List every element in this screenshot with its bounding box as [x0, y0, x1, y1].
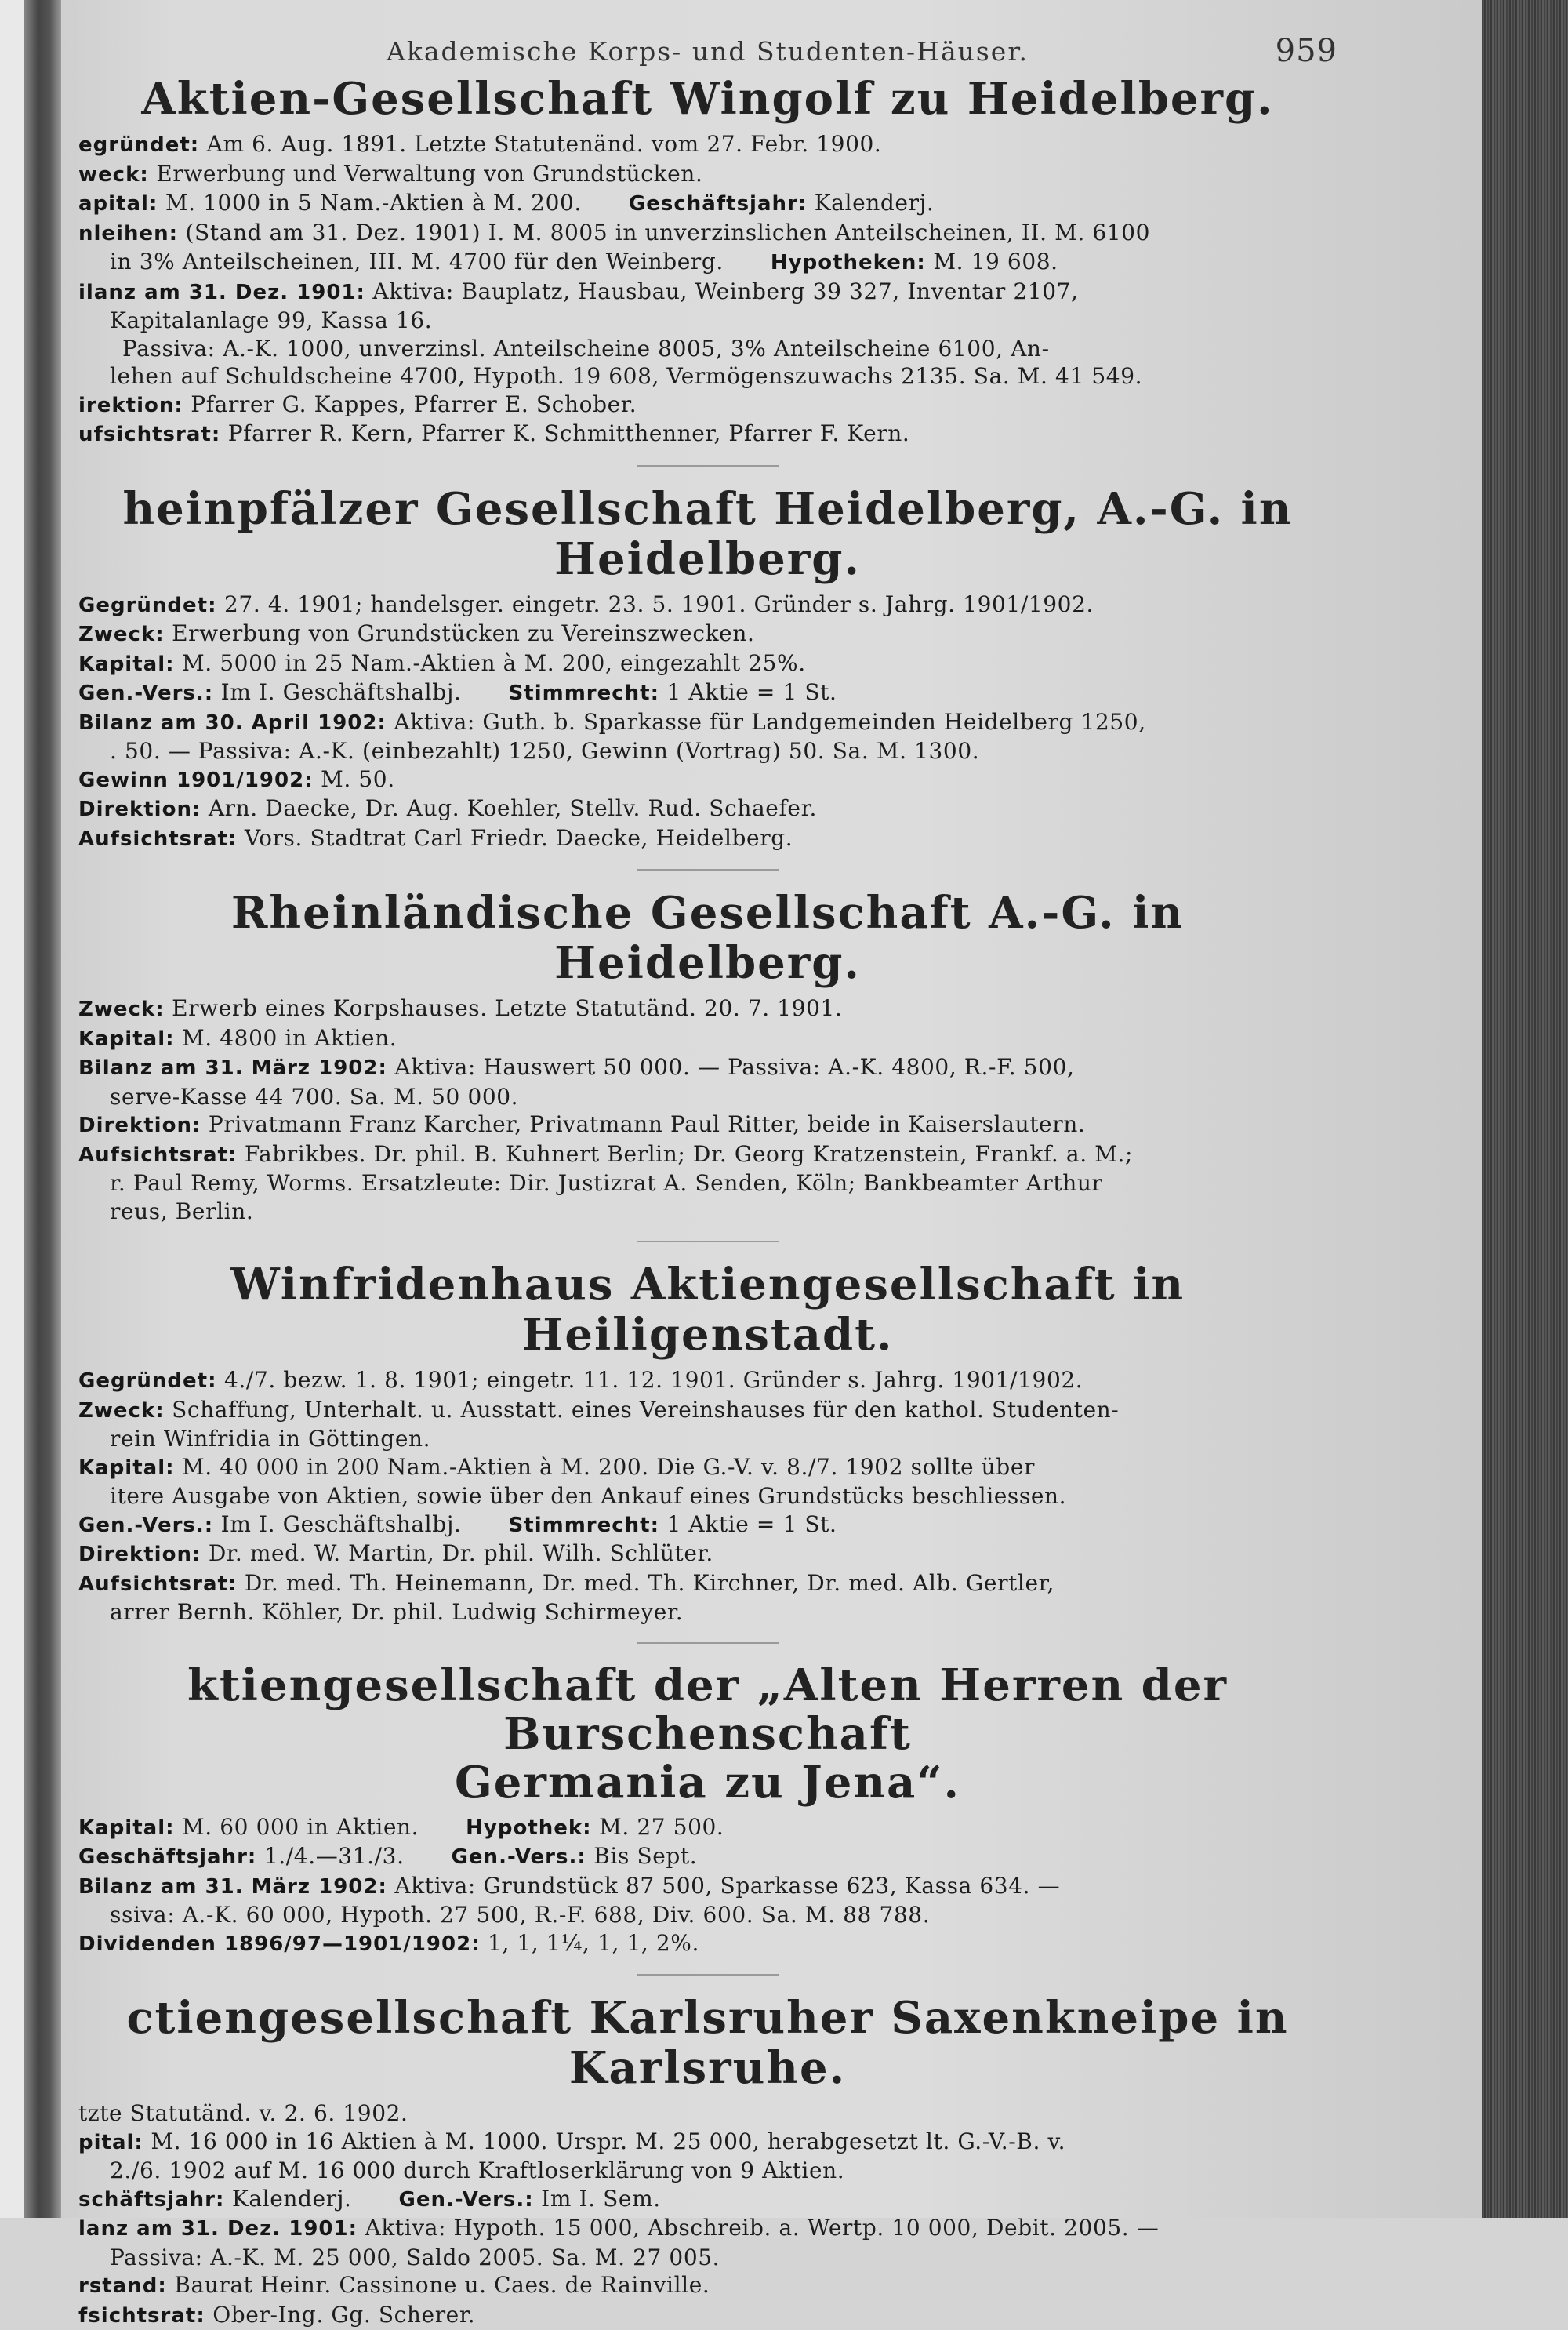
entry-title: Winfridenhaus Aktiengesellschaft in Heiligenstadt.: [78, 1260, 1337, 1360]
field-key: Direktion:: [78, 1114, 201, 1137]
field-key: Gen.-Vers.:: [452, 1845, 586, 1869]
field-key: Zweck:: [78, 1399, 165, 1423]
field-key: Geschäftsjahr:: [629, 192, 807, 216]
field-value: Dr. med. W. Martin, Dr. phil. Wilh. Schlüter.: [201, 1540, 713, 1566]
field-key: ufsichtsrat:: [78, 423, 220, 446]
field-value: M. 50.: [314, 766, 395, 792]
field-value: Passiva: A.-K. 1000, unverzinsl. Anteilscheine 8005, 3% Anteilscheine 6100, An-: [122, 336, 1050, 362]
entry-line: [78, 1453, 1337, 1483]
field-value: Aktiva: Guth. b. Sparkasse für Landgemeinden Heidelberg 1250,: [387, 709, 1146, 735]
entry-line: [78, 391, 1337, 420]
entry-line: [78, 1053, 1337, 1083]
field-key: pital:: [78, 2131, 143, 2154]
field-value: Erwerbung von Grundstücken zu Vereinszwecken.: [165, 620, 755, 646]
field-key: Aufsichtsrat:: [78, 827, 237, 851]
field-key: Zweck:: [78, 998, 165, 1021]
entry-line: [78, 591, 1337, 620]
field-value: Kalenderj.: [224, 2186, 351, 2212]
book-spine-shadow: [24, 0, 61, 2218]
field-key: Bilanz am 31. März 1902:: [78, 1056, 387, 1080]
field-value: Aktiva: Hauswert 50 000. — Passiva: A.-K. 4800, R.-F. 500,: [387, 1054, 1075, 1080]
field-value: M. 40 000 in 200 Nam.-Aktien à M. 200. Die G.-V. v. 8./7. 1902 sollte über: [175, 1454, 1035, 1480]
entry-line: [78, 420, 1337, 449]
field-value: Aktiva: Hypoth. 15 000, Abschreib. a. Wertp. 10 000, Debit. 2005. —: [358, 2215, 1159, 2241]
field-key: Direktion:: [78, 1543, 201, 1566]
company-entries: [78, 74, 1337, 2330]
field-key: Gen.-Vers.:: [399, 2188, 534, 2212]
section-divider: [637, 1642, 779, 1644]
field-value: Kalenderj.: [807, 190, 934, 216]
entry-line: [78, 1110, 1337, 1140]
entry-line: [78, 1842, 1337, 1872]
company-entry: [78, 1661, 1337, 1959]
field-value: Erwerbung und Verwaltung von Grundstücken.: [149, 161, 703, 187]
field-key: Kapital:: [78, 652, 175, 676]
field-value: Im I. Geschäftshalbj.: [213, 1511, 461, 1537]
field-key: Kapital:: [78, 1816, 175, 1840]
field-key: weck:: [78, 163, 149, 187]
field-key: Hypotheken:: [771, 251, 926, 274]
field-value: Pfarrer G. Kappes, Pfarrer E. Schober.: [183, 391, 637, 417]
entry-line: [78, 620, 1337, 649]
field-value: M. 16 000 in 16 Aktien à M. 1000. Urspr. M. 25 000, herabgesetzt lt. G.-V.-B. v.: [143, 2128, 1065, 2154]
field-value: M. 5000 in 25 Nam.-Aktien à M. 200, eingezahlt 25%.: [175, 650, 806, 676]
entry-line: [78, 248, 1337, 278]
company-entry: [78, 74, 1337, 449]
entry-title-continued: Germania zu Jena“.: [78, 1758, 1337, 1807]
field-key: Aufsichtsrat:: [78, 1572, 237, 1596]
entry-line: [78, 278, 1337, 307]
scan-margin-left: [0, 0, 24, 2218]
field-key: Gen.-Vers.:: [78, 682, 213, 705]
field-value: Privatmann Franz Karcher, Privatmann Paul Ritter, beide in Kaiserslautern.: [201, 1111, 1085, 1137]
field-key: Bilanz am 31. März 1902:: [78, 1875, 387, 1899]
field-value: lehen auf Schuldscheine 4700, Hypoth. 19 608, Vermögenszuwachs 2135. Sa. M. 41 549.: [110, 363, 1142, 389]
entry-line: [78, 765, 1337, 795]
entry-line: [78, 335, 1337, 363]
field-key: egründet:: [78, 133, 199, 157]
field-key: Gegründet:: [78, 594, 217, 617]
field-value: M. 4800 in Aktien.: [175, 1025, 397, 1051]
entry-line: [78, 1872, 1337, 1902]
field-key: Direktion:: [78, 798, 201, 821]
entry-line: [78, 2157, 1337, 2185]
entry-line: [78, 649, 1337, 679]
entry-line: [78, 1482, 1337, 1510]
field-value: Fabrikbes. Dr. phil. B. Kuhnert Berlin; Dr. Georg Kratzenstein, Frankf. a. M.;: [237, 1141, 1133, 1167]
entry-line: [78, 362, 1337, 391]
page-content: [78, 31, 1337, 2180]
running-head: [78, 31, 1337, 74]
entry-line: [78, 2099, 1337, 2128]
entry-line: [78, 1169, 1337, 1198]
field-value: Erwerb eines Korpshauses. Letzte Statutänd. 20. 7. 1901.: [165, 995, 843, 1021]
field-key: schäftsjahr:: [78, 2188, 224, 2212]
entry-line: [78, 1539, 1337, 1569]
field-value: Aktiva: Grundstück 87 500, Sparkasse 623, Kassa 634. —: [387, 1873, 1060, 1899]
field-key: Dividenden 1896/97—1901/1902:: [78, 1932, 481, 1956]
page-number: 959: [1276, 33, 1338, 69]
section-divider: [637, 465, 779, 467]
field-value: 4./7. bezw. 1. 8. 1901; eingetr. 11. 12. 1901. Gründer s. Jahrg. 1901/1902.: [217, 1367, 1083, 1393]
field-value: in 3% Anteilscheinen, III. M. 4700 für den Weinberg.: [110, 249, 724, 274]
entry-line: [78, 1366, 1337, 1396]
entry-line: [78, 994, 1337, 1024]
field-value: M. 60 000 in Aktien.: [175, 1814, 419, 1840]
field-value: 1./4.—31./3.: [256, 1843, 404, 1869]
entry-title: heinpfälzer Gesellschaft Heidelberg, A.-G. in Heidelberg.: [78, 484, 1337, 584]
entry-line: [78, 1510, 1337, 1540]
field-value: r. Paul Remy, Worms. Ersatzleute: Dir. Justizrat A. Senden, Köln; Bankbeamter Arthur: [110, 1170, 1102, 1196]
company-entry: [78, 1993, 1337, 2330]
field-value: ssiva: A.-K. 60 000, Hypoth. 27 500, R.-F. 688, Div. 600. Sa. M. 88 788.: [110, 1902, 930, 1928]
section-divider: [637, 1241, 779, 1242]
entry-line: [78, 1198, 1337, 1226]
field-value: serve-Kasse 44 700. Sa. M. 50 000.: [110, 1084, 518, 1110]
entry-line: [78, 1813, 1337, 1843]
field-value: Dr. med. Th. Heinemann, Dr. med. Th. Kirchner, Dr. med. Alb. Gertler,: [237, 1570, 1054, 1596]
section-divider: [637, 1974, 779, 1976]
field-value: itere Ausgabe von Aktien, sowie über den Ankauf eines Grundstücks beschliessen.: [110, 1483, 1066, 1509]
entry-line: [78, 130, 1337, 160]
field-value: reus, Berlin.: [110, 1198, 253, 1224]
field-key: Aufsichtsrat:: [78, 1143, 237, 1167]
field-value: . 50. — Passiva: A.-K. (einbezahlt) 1250, Gewinn (Vortrag) 50. Sa. M. 1300.: [110, 738, 979, 764]
section-divider: [637, 869, 779, 871]
entry-line: [78, 219, 1337, 249]
field-key: Bilanz am 30. April 1902:: [78, 711, 387, 735]
field-value: Kapitalanlage 99, Kassa 16.: [110, 307, 432, 333]
field-value: Im I. Sem.: [534, 2186, 661, 2212]
entry-line: [78, 2301, 1337, 2330]
field-value: Im I. Geschäftshalbj.: [213, 679, 461, 705]
company-entry: [78, 888, 1337, 1225]
field-key: irektion:: [78, 394, 183, 417]
field-value: 1, 1, 1¼, 1, 1, 2%.: [481, 1930, 699, 1956]
entry-line: [78, 1569, 1337, 1599]
field-key: lanz am 31. Dez. 1901:: [78, 2217, 358, 2241]
field-key: Kapital:: [78, 1456, 175, 1480]
field-key: Zweck:: [78, 623, 165, 646]
field-key: Kapital:: [78, 1027, 175, 1051]
entry-line: [78, 1598, 1337, 1627]
entry-line: [78, 737, 1337, 765]
field-value: Pfarrer R. Kern, Pfarrer K. Schmitthenner, Pfarrer F. Kern.: [220, 420, 909, 446]
entry-title: ctiengesellschaft Karlsruher Saxenkneipe in Karlsruhe.: [78, 1993, 1337, 2093]
field-key: ilanz am 31. Dez. 1901:: [78, 281, 365, 304]
field-key: Stimmrecht:: [509, 682, 659, 705]
field-value: Bis Sept.: [586, 1843, 698, 1869]
entry-line: [78, 2244, 1337, 2272]
field-value: Am 6. Aug. 1891. Letzte Statutenänd. vom 27. Febr. 1900.: [199, 131, 881, 157]
field-value: Baurat Heinr. Cassinone u. Caes. de Rainville.: [167, 2272, 710, 2298]
entry-title: ktiengesellschaft der „Alten Herren der Burschenschaft: [78, 1661, 1337, 1758]
entry-line: [78, 2128, 1337, 2157]
entry-line: [78, 1425, 1337, 1453]
field-value: 1 Aktie = 1 St.: [659, 679, 837, 705]
entry-title: Rheinländische Gesellschaft A.-G. in Heidelberg.: [78, 888, 1337, 988]
entry-line: [78, 1140, 1337, 1170]
entry-title: Aktien-Gesellschaft Wingolf zu Heidelberg.: [78, 74, 1337, 124]
field-value: M. 27 500.: [592, 1814, 724, 1840]
entry-line: [78, 1929, 1337, 1959]
entry-line: [78, 794, 1337, 824]
entry-line: [78, 2214, 1337, 2244]
field-value: 1 Aktie = 1 St.: [659, 1511, 837, 1537]
field-value: (Stand am 31. Dez. 1901) I. M. 8005 in unverzinslichen Anteilscheinen, II. M. 6100: [178, 220, 1150, 245]
field-value: Ober-Ing. Gg. Scherer.: [205, 2302, 476, 2328]
field-value: 27. 4. 1901; handelsger. eingetr. 23. 5. 1901. Gründer s. Jahrg. 1901/1902.: [217, 591, 1094, 617]
field-key: Gewinn 1901/1902:: [78, 769, 314, 792]
company-entry: [78, 1260, 1337, 1627]
field-value: M. 1000 in 5 Nam.-Aktien à M. 200.: [158, 190, 582, 216]
entry-line: [78, 678, 1337, 708]
field-value: tzte Statutänd. v. 2. 6. 1902.: [78, 2100, 408, 2126]
field-key: nleihen:: [78, 222, 178, 245]
field-value: M. 19 608.: [926, 249, 1058, 274]
company-entry: [78, 484, 1337, 854]
field-value: Aktiva: Bauplatz, Hausbau, Weinberg 39 327, Inventar 2107,: [365, 278, 1079, 304]
field-key: Geschäftsjahr:: [78, 1845, 256, 1869]
entry-line: [78, 1024, 1337, 1054]
field-key: apital:: [78, 192, 158, 216]
entry-line: [78, 708, 1337, 738]
field-value: Schaffung, Unterhalt. u. Ausstatt. eines Vereinshauses für den kathol. Studenten-: [165, 1397, 1120, 1423]
field-value: Arn. Daecke, Dr. Aug. Koehler, Stellv. Rud. Schaefer.: [201, 795, 817, 821]
entry-line: [78, 189, 1337, 219]
field-key: Gen.-Vers.:: [78, 1514, 213, 1537]
entry-line: [78, 824, 1337, 854]
field-key: Gegründet:: [78, 1369, 217, 1393]
field-key: Hypothek:: [466, 1816, 591, 1840]
running-head-title: Akademische Korps- und Studenten-Häuser.: [78, 36, 1337, 67]
entry-line: [78, 2185, 1337, 2215]
field-key: rstand:: [78, 2274, 167, 2298]
entry-line: [78, 1396, 1337, 1426]
field-key: fsichtsrat:: [78, 2304, 205, 2328]
field-value: arrer Bernh. Köhler, Dr. phil. Ludwig Schirmeyer.: [110, 1599, 683, 1625]
entry-line: [78, 1901, 1337, 1929]
entry-line: [78, 307, 1337, 335]
entry-line: [78, 2271, 1337, 2301]
field-value: 2./6. 1902 auf M. 16 000 durch Kraftloserklärung von 9 Aktien.: [110, 2157, 844, 2183]
page-edges-right: [1482, 0, 1568, 2218]
field-value: Vors. Stadtrat Carl Friedr. Daecke, Heidelberg.: [237, 825, 793, 851]
entry-line: [78, 160, 1337, 190]
field-value: rein Winfridia in Göttingen.: [110, 1426, 430, 1452]
field-value: Passiva: A.-K. M. 25 000, Saldo 2005. Sa. M. 27 005.: [110, 2245, 720, 2270]
field-key: Stimmrecht:: [509, 1514, 659, 1537]
entry-line: [78, 1083, 1337, 1111]
